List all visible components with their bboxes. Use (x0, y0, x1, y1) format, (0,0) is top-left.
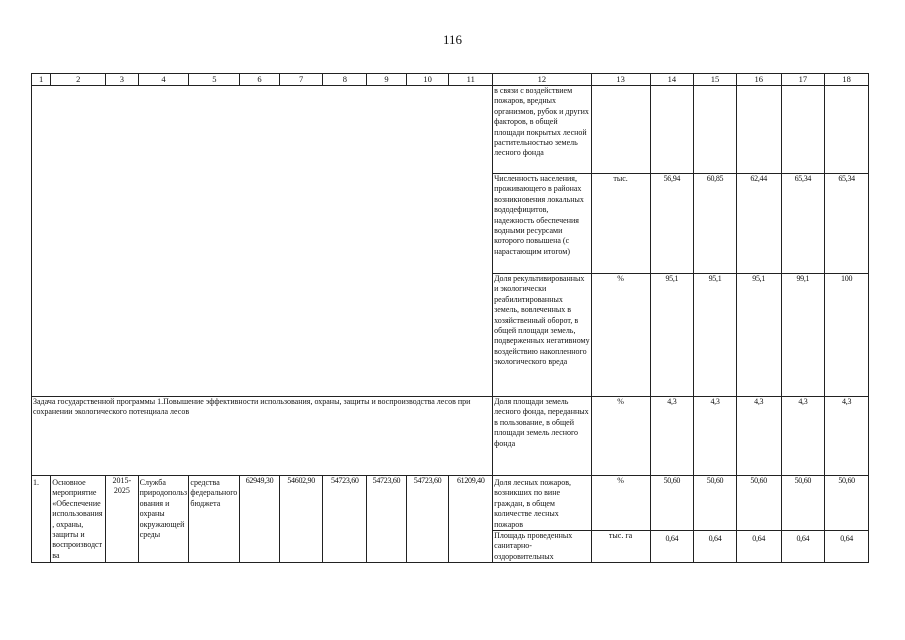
column-header: 8 (323, 74, 367, 86)
program-table (31, 73, 869, 563)
value-cell (736, 86, 781, 174)
value-cell: 100 (825, 274, 869, 397)
value-cell: 95,1 (694, 274, 737, 397)
value-cell: 50,60 (736, 476, 781, 531)
column-header: 1 (32, 74, 51, 86)
value-cell (825, 86, 869, 174)
column-header: 11 (449, 74, 493, 86)
indicator-cell: Доля рекультивированных и экологически реабилитированных земель, вовлеченных в хозяйственный оборот, в общей площади земель, подверженных негативному воздействию накопленного экологического вреда (493, 274, 592, 397)
column-header: 9 (367, 74, 407, 86)
page-number: 116 (442, 32, 463, 47)
column-header: 3 (106, 74, 139, 86)
value-cell: 0,64 (694, 531, 737, 563)
value-cell (781, 86, 825, 174)
value-cell: 4,3 (825, 397, 869, 476)
funding-cell: 54723,60 (406, 476, 449, 563)
column-header: 6 (240, 74, 280, 86)
value-cell: 95,1 (736, 274, 781, 397)
task-cell: Задача государственной программы 1.Повышение эффективности использования, охраны, защиты и воспроизводства лесов при сохранении экологического потенциала лесов (32, 397, 493, 476)
unit-cell: % (591, 476, 650, 531)
indicator-cell: в связи с воздействием пожаров, вредных организмов, рубок и других факторов, в общей площади покрытых лесной растительностью земель лесного фонда (493, 86, 592, 174)
funding-cell: 62949,30 (240, 476, 280, 563)
column-header: 15 (694, 74, 737, 86)
value-cell: 65,34 (781, 174, 825, 274)
value-cell: 50,60 (825, 476, 869, 531)
funding-cell: 54602,90 (279, 476, 323, 563)
table-row (32, 397, 869, 476)
value-cell: 50,60 (694, 476, 737, 531)
table-row (32, 86, 869, 174)
value-cell: 50,60 (781, 476, 825, 531)
unit-cell: тыс. (591, 174, 650, 274)
column-header: 16 (736, 74, 781, 86)
column-header: 5 (189, 74, 240, 86)
source-cell: средства федерального бюджета (189, 476, 240, 563)
value-cell: 50,60 (650, 476, 694, 531)
value-cell: 0,64 (736, 531, 781, 563)
empty-merged-cell (32, 86, 493, 397)
unit-cell (591, 86, 650, 174)
funding-cell: 54723,60 (323, 476, 367, 563)
funding-cell: 61209,40 (449, 476, 493, 563)
value-cell: 0,64 (650, 531, 694, 563)
row-number-cell: 1. (32, 476, 51, 563)
column-header: 12 (493, 74, 592, 86)
measure-cell: Основное мероприятие «Обеспечение использования, охраны, защиты и воспроизводства (51, 476, 106, 563)
indicator-cell: Доля лесных пожаров, возникших по вине граждан, в общем количестве лесных пожаров (493, 476, 592, 531)
value-cell: 0,64 (825, 531, 869, 563)
value-cell: 4,3 (736, 397, 781, 476)
unit-cell: тыс. га (591, 531, 650, 563)
column-header: 7 (279, 74, 323, 86)
value-cell: 62,44 (736, 174, 781, 274)
indicator-cell: Численность населения, проживающего в районах возникновения локальных вододефицитов, надежность обеспечения водными ресурсами которого повышена (с нарастающим итогом) (493, 174, 592, 274)
value-cell: 60,85 (694, 174, 737, 274)
value-cell: 4,3 (694, 397, 737, 476)
value-cell: 56,94 (650, 174, 694, 274)
column-header: 14 (650, 74, 694, 86)
indicator-cell: Доля площади земель лесного фонда, переданных в пользование, в общей площади земель лесного фонда (493, 397, 592, 476)
value-cell: 99,1 (781, 274, 825, 397)
indicator-cell: Площадь проведенных санитарно-оздоровительных (493, 531, 592, 563)
value-cell: 95,1 (650, 274, 694, 397)
value-cell (694, 86, 737, 174)
column-header: 2 (51, 74, 106, 86)
column-header: 17 (781, 74, 825, 86)
funding-cell: 54723,60 (367, 476, 407, 563)
value-cell: 65,34 (825, 174, 869, 274)
value-cell: 4,3 (781, 397, 825, 476)
years-cell: 2015-2025 (106, 476, 139, 563)
column-header: 18 (825, 74, 869, 86)
column-header: 4 (138, 74, 189, 86)
column-number-row (32, 74, 869, 86)
column-header: 13 (591, 74, 650, 86)
value-cell: 0,64 (781, 531, 825, 563)
table-row (32, 476, 869, 531)
value-cell (650, 86, 694, 174)
unit-cell: % (591, 397, 650, 476)
executor-cell: Служба природопользования и охраны окружающей среды (138, 476, 189, 563)
value-cell: 4,3 (650, 397, 694, 476)
unit-cell: % (591, 274, 650, 397)
column-header: 10 (406, 74, 449, 86)
